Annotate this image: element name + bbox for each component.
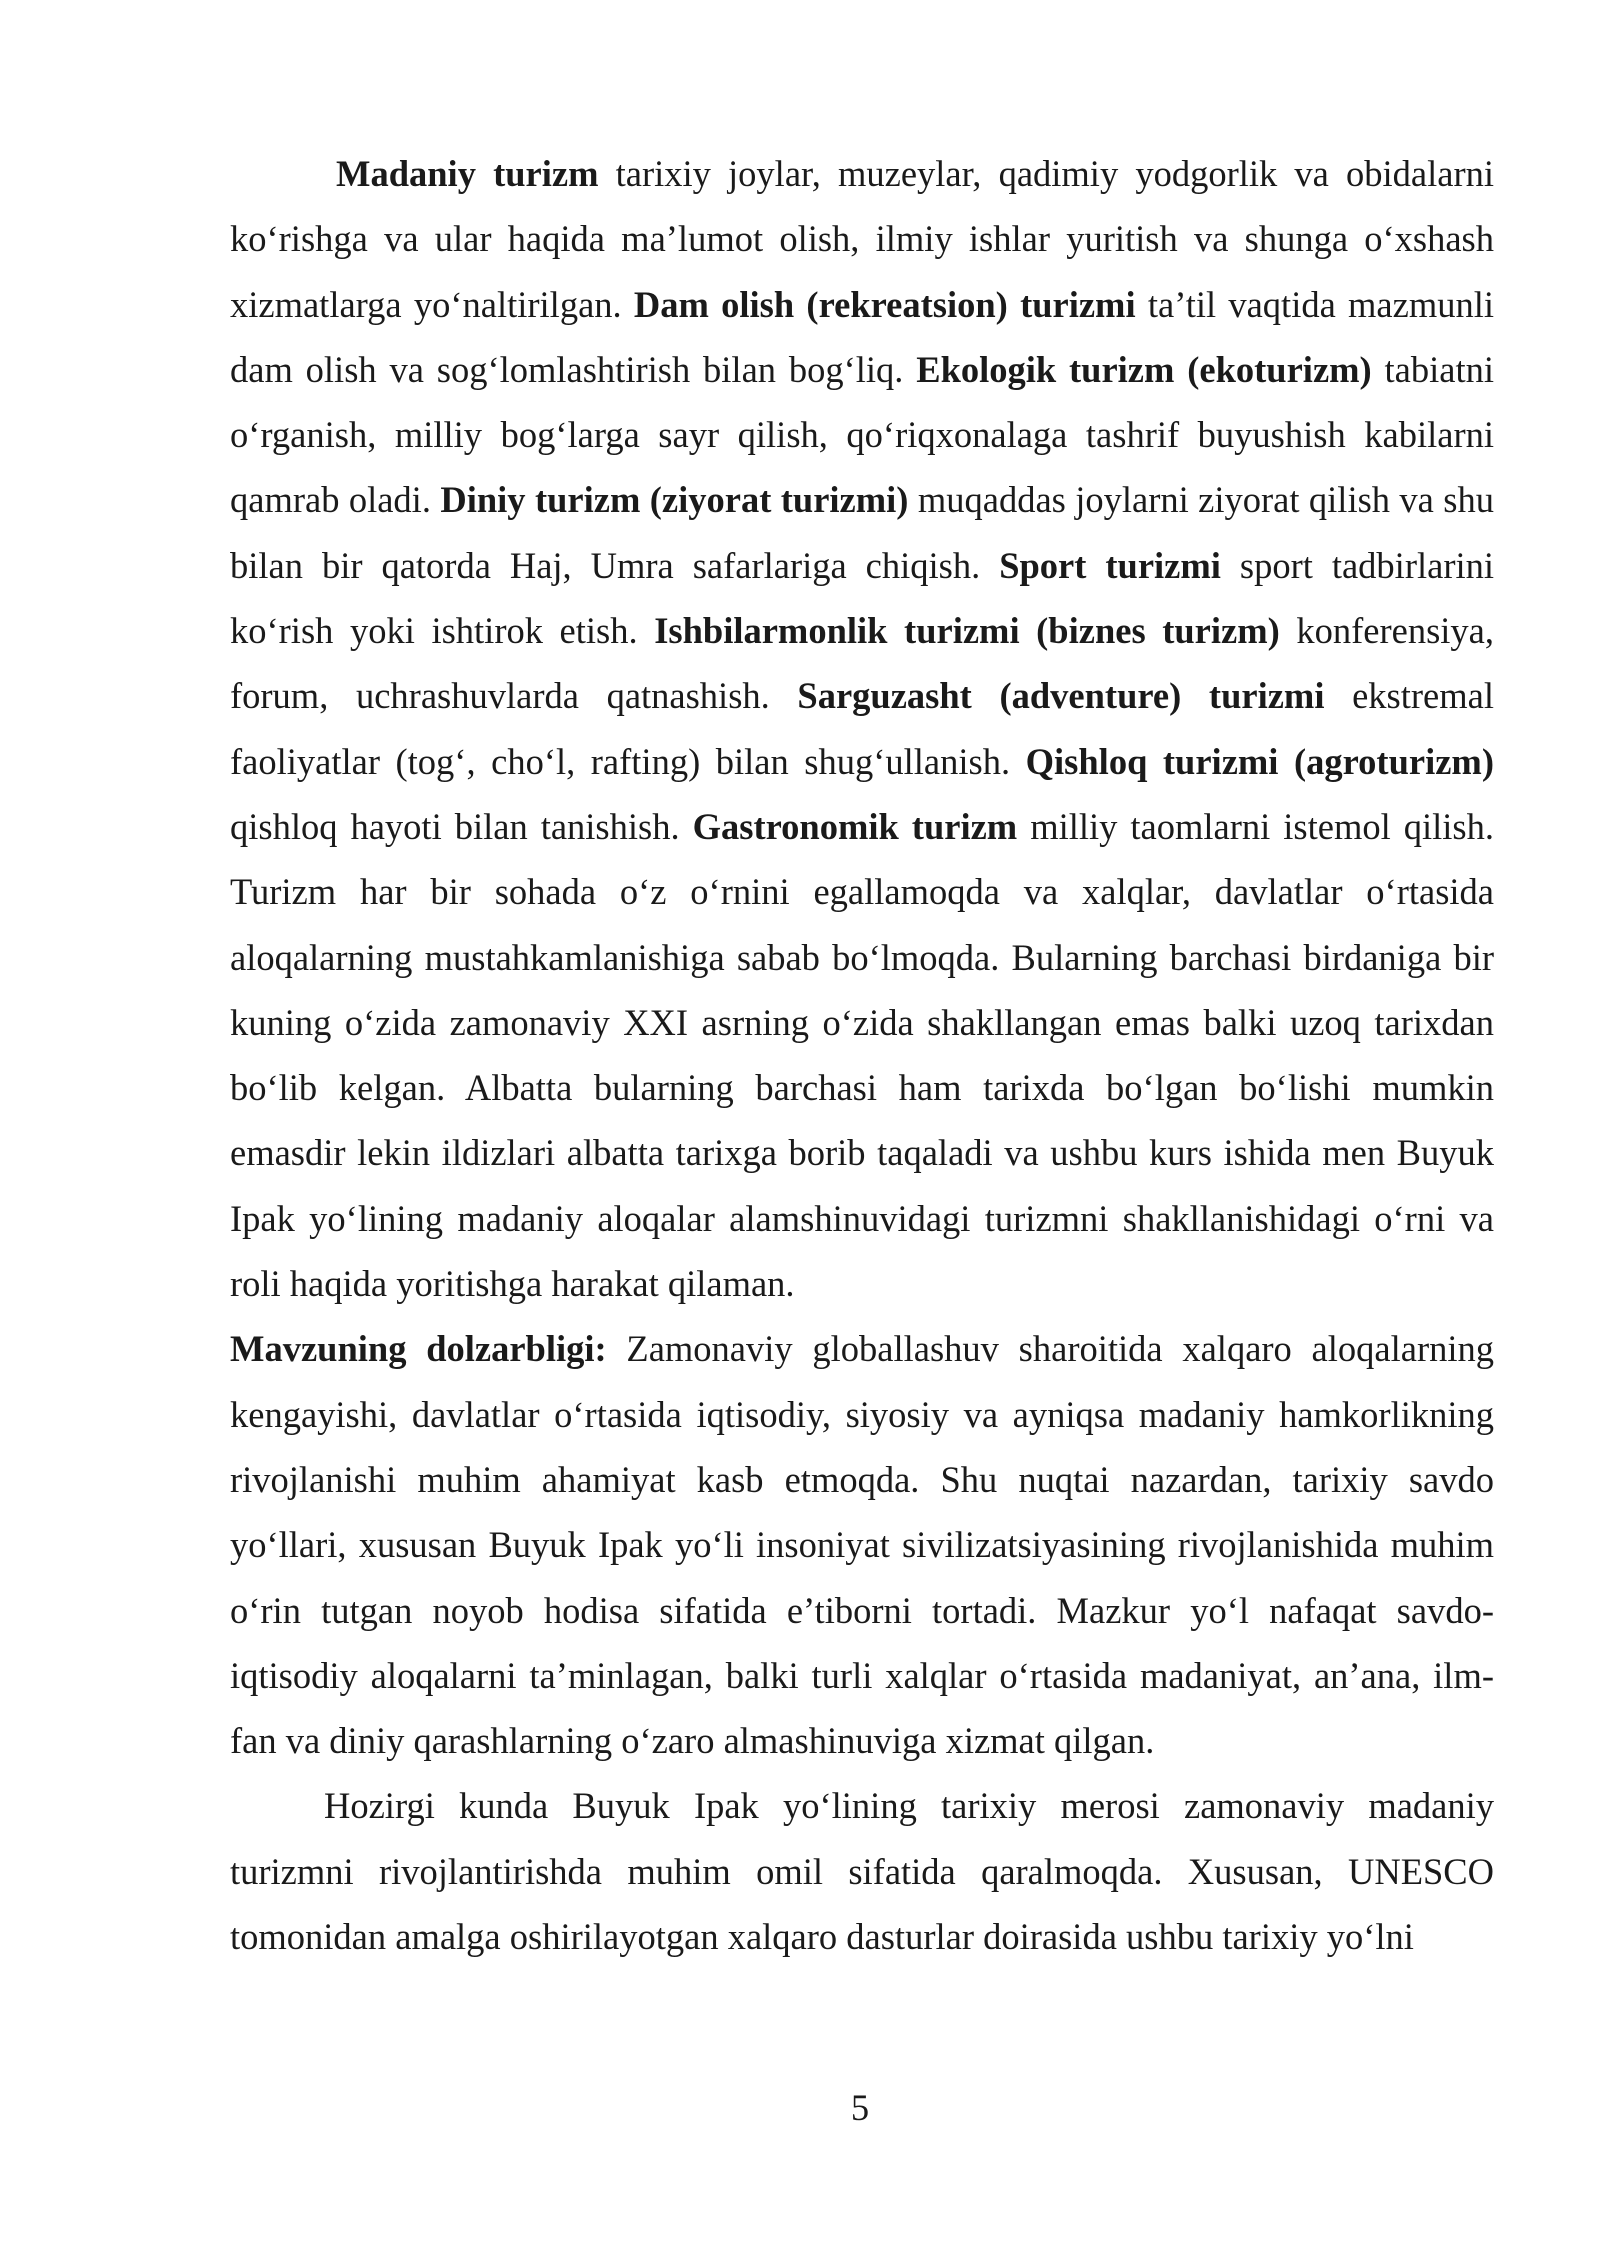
text-segment: tarixiy joylar, muzeylar, qadimiy yodgorlik va obidalarni ko‘rishga va ular haqida ma’lumot olish, ilmiy ishlar yuritish va shunga o‘xshash xizmatlarga yo‘naltirilgan. xyxy=(230,153,1494,325)
term-madaniy-turizm: Madaniy turizm xyxy=(336,153,599,194)
page-number: 5 xyxy=(850,2087,870,2128)
text-segment: Zamonaviy globallashuv sharoitida xalqaro aloqalarning kengayishi, davlatlar o‘rtasida iqtisodiy, siyosiy va ayniqsa madaniy hamkorlikning rivojlanishi muhim ahamiyat kasb etmoqda. Shu nuqtai nazardan, tarixiy savdo yo‘llari, xususan Buyuk Ipak yo‘li insoniyat sivilizatsiyasining rivojlanishida muhim o‘rin tutgan noyob hodisa sifatida e’tiborni tortadi. Mazkur yo‘l nafaqat savdo-iqtisodiy aloqalarni ta’minlagan, balki turli xalqlar o‘rtasida madaniyat, an’ana, ilm-fan va diniy qarashlarning o‘zaro almashinuviga xizmat qilgan. xyxy=(230,1328,1494,1762)
term-diniy-turizm: Diniy turizm (ziyorat turizmi) xyxy=(440,479,909,521)
text-segment: konferensiya, forum, uchrashuvlarda qatnashish. xyxy=(230,610,1495,717)
paragraph-current-heritage xyxy=(230,1773,1494,1969)
term-qishloq-turizmi: Qishloq turizmi (agroturizm) xyxy=(1025,740,1494,782)
text-segment: Hozirgi kunda Buyuk Ipak yo‘lining tarixiy merosi zamonaviy madaniy turizmni rivojlantirishda muhim omil sifatida qaralmoqda. Xususan, UNESCO tomonidan amalga oshirilayotgan xalqaro dasturlar doirasida ushbu tarixiy yo‘lni xyxy=(230,1785,1494,1958)
term-dam-olish-turizmi: Dam olish (rekreatsion) turizmi xyxy=(633,283,1136,325)
paragraph-relevance xyxy=(230,1316,1494,1773)
term-sport-turizmi: Sport turizmi xyxy=(999,544,1221,586)
text-segment: ta’til vaqtida mazmunli dam olish va sog‘lomlashtirish bilan bog‘liq. xyxy=(230,283,1494,390)
body-text xyxy=(230,141,1494,1969)
section-heading-relevance: Mavzuning dolzarbligi: xyxy=(230,1328,607,1370)
text-segment: ekstremal faoliyatlar (tog‘, cho‘l, rafting) bilan shug‘ullanish. xyxy=(230,675,1494,782)
text-segment: qishloq hayoti bilan tanishish. xyxy=(230,805,693,847)
text-segment: sport tadbirlarini ko‘rish yoki ishtirok etish. xyxy=(230,544,1495,652)
term-ekologik-turizm: Ekologik turizm (ekoturizm) xyxy=(916,348,1372,390)
paragraph-tourism-types xyxy=(230,141,1494,1316)
text-segment: milliy taomlarni istemol qilish. Turizm har bir sohada o‘z o‘rnini egallamoqda va xalqlar, davlatlar o‘rtasida aloqalarning mustahkamlanishiga sabab bo‘lmoqda. Bularning barchasi birdaniga bir kuning o‘zida zamonaviy XXI asrning o‘zida shakllangan emas balki uzoq tarixdan bo‘lib kelgan. Albatta bularning barchasi ham tarixda bo‘lgan bo‘lishi mumkin emasdir lekin ildizlari albatta tarixga borib taqaladi va ushbu kurs ishida men Buyuk Ipak yo‘lining madaniy aloqalar alamshinuvidagi turizmni shakllanishidagi o‘rni va roli haqida yoritishga harakat qilaman. xyxy=(230,805,1494,1305)
text-segment: muqaddas joylarni ziyorat qilish va shu bilan bir qatorda Haj, Umra safarlariga chiqish. xyxy=(230,479,1494,586)
term-gastronomik-turizm: Gastronomik turizm xyxy=(692,805,1018,847)
term-ishbilarmonlik-turizmi: Ishbilarmonlik turizmi (biznes turizm) xyxy=(654,610,1280,652)
term-sarguzasht-turizmi: Sarguzasht (adventure) turizmi xyxy=(797,675,1325,717)
text-segment: tabiatni o‘rganish, milliy bog‘larga sayr qilish, qo‘riqxonalaga tashrif buyushish kabilarni qamrab oladi. xyxy=(230,348,1494,521)
